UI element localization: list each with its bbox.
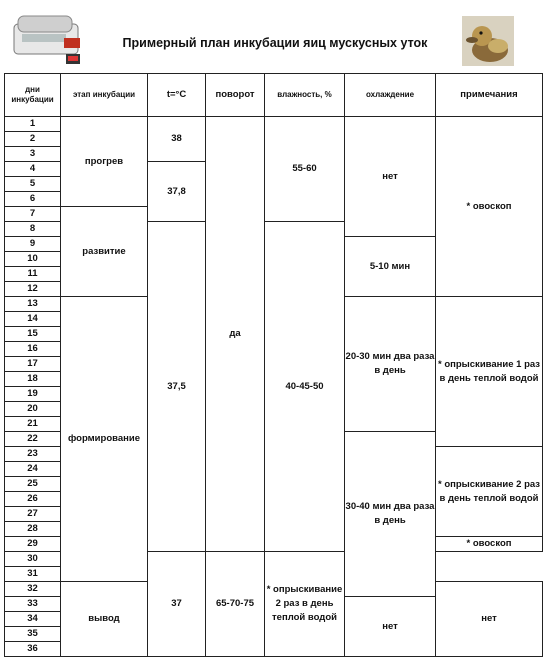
cooling-cell: 5-10 мин [345,237,436,297]
stage-cell: вывод [61,582,148,657]
day-cell: 36 [5,642,61,657]
temp-cell: 38 [148,117,206,162]
day-cell: 26 [5,492,61,507]
day-cell: 23 [5,447,61,462]
day-cell: 12 [5,282,61,297]
day-cell: 11 [5,267,61,282]
day-cell: 9 [5,237,61,252]
day-cell: 29 [5,537,61,552]
day-cell: 19 [5,387,61,402]
stage-cell: развитие [61,207,148,297]
notes-cell: * опрыскивание 2 раз в день теплой водой [265,552,345,657]
day-cell: 27 [5,507,61,522]
header-day: дни инкубации [5,74,61,117]
stage-cell: прогрев [61,117,148,207]
cooling-cell: нет [345,597,436,657]
day-cell: 21 [5,417,61,432]
day-cell: 13 [5,297,61,312]
header-humidity: влажность, % [265,74,345,117]
day-cell: 10 [5,252,61,267]
header-turn: поворот [206,74,265,117]
duckling-photo [462,16,514,66]
day-cell: 35 [5,627,61,642]
day-cell: 25 [5,477,61,492]
day-cell: 31 [5,567,61,582]
header-cooling: охлаждение [345,74,436,117]
incubation-plan-table [4,73,543,657]
humidity-cell: 40-45-50 [265,222,345,552]
day-cell: 33 [5,597,61,612]
day-cell: 20 [5,402,61,417]
notes-cell: * овоскоп [436,117,543,297]
incubator-photo [10,10,84,66]
header-notes: примечания [436,74,543,117]
cooling-cell: 20-30 мин два раза в день [345,297,436,432]
header-temp: t=°C [148,74,206,117]
page-header [0,0,545,72]
page-title: Примерный план инкубации яиц мускусных уток [122,36,428,50]
cooling-cell: 30-40 мин два раза в день [345,432,436,597]
day-cell: 2 [5,132,61,147]
stage-cell: формирование [61,297,148,582]
day-cell: 18 [5,372,61,387]
turn-cell: нет [436,582,543,657]
day-cell: 16 [5,342,61,357]
day-cell: 3 [5,147,61,162]
day-cell: 24 [5,462,61,477]
notes-cell: * опрыскивание 1 раз в день теплой водой [436,297,543,447]
humidity-cell: 65-70-75 [206,552,265,657]
table-header-row [5,74,543,117]
day-cell: 4 [5,162,61,177]
temp-cell: 37,8 [148,162,206,222]
day-cell: 17 [5,357,61,372]
temp-cell: 37,5 [148,222,206,552]
cooling-cell: нет [345,117,436,237]
day-cell: 28 [5,522,61,537]
day-cell: 32 [5,582,61,597]
day-cell: 7 [5,207,61,222]
day-cell: 14 [5,312,61,327]
day-cell: 8 [5,222,61,237]
day-cell: 15 [5,327,61,342]
day-cell: 5 [5,177,61,192]
day-cell: 6 [5,192,61,207]
day-cell: 1 [5,117,61,132]
temp-cell: 37 [148,552,206,657]
humidity-cell: 55-60 [265,117,345,222]
day-cell: 34 [5,612,61,627]
header-stage: этап инкубации [61,74,148,117]
day-cell: 30 [5,552,61,567]
turn-cell: да [206,117,265,552]
notes-cell: * опрыскивание 2 раз в день теплой водой [436,447,543,537]
day-cell: 22 [5,432,61,447]
notes-cell: * овоскоп [436,537,543,552]
